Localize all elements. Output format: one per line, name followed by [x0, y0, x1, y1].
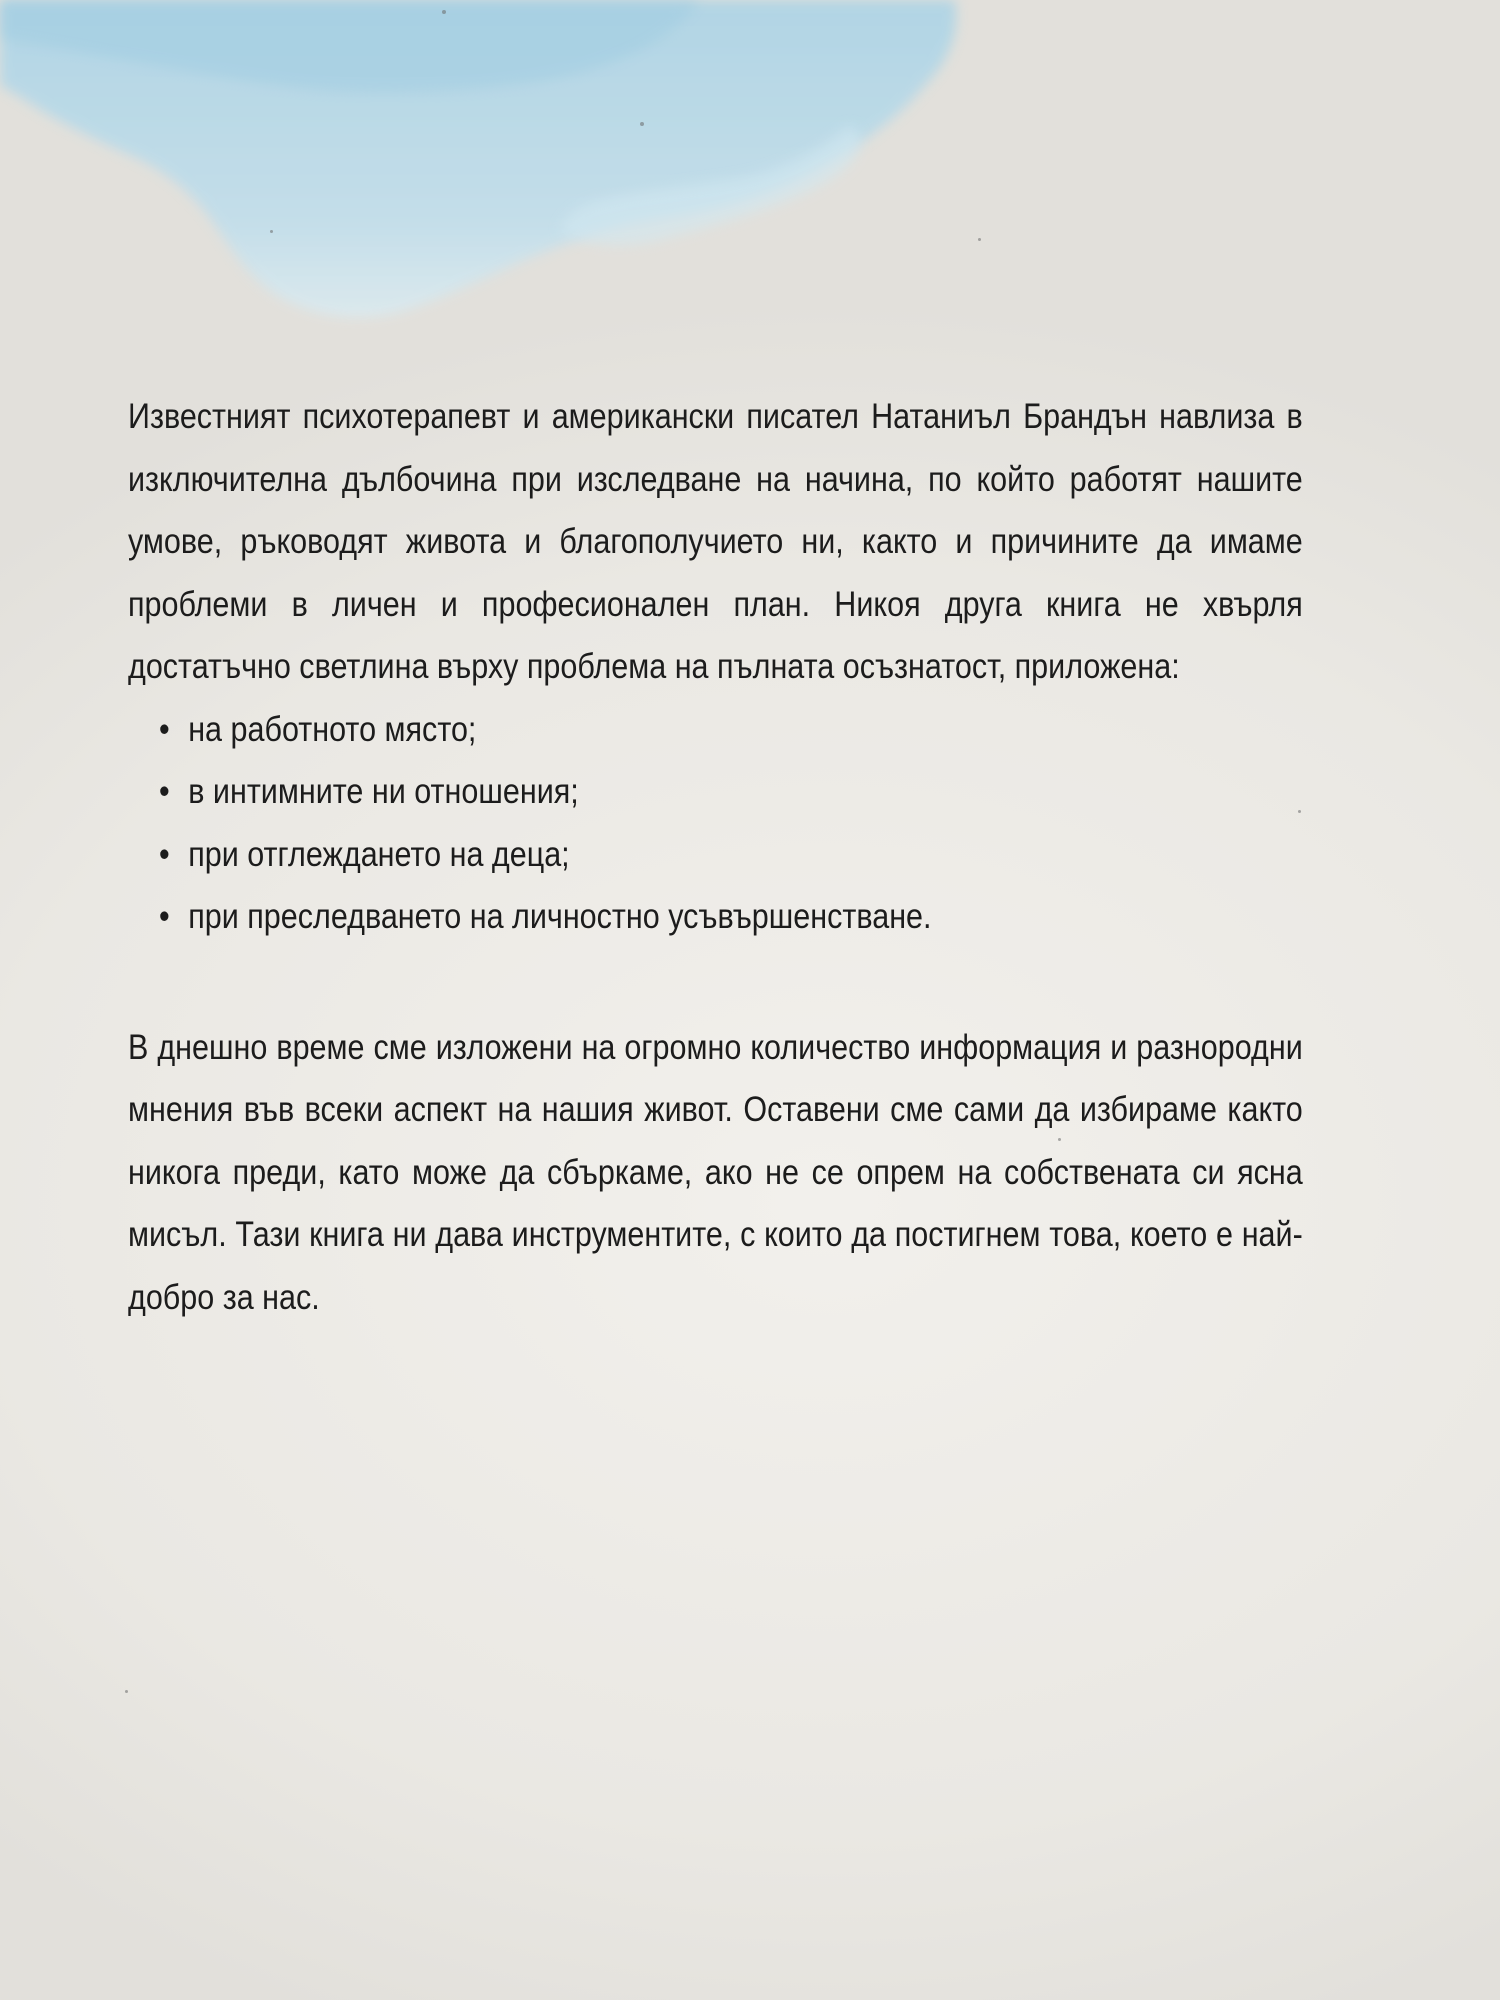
watercolor-sky-illustration: [0, 0, 1500, 340]
print-speck: [978, 238, 981, 241]
bullet-item: • при преследването на личностно усъвършенстване.: [159, 885, 1303, 948]
print-speck: [270, 230, 273, 233]
bullet-item: • на работното място;: [159, 698, 1303, 761]
print-speck: [640, 122, 644, 126]
print-speck: [125, 1690, 128, 1693]
print-speck: [442, 10, 446, 14]
bullet-item: • в интимните ни отношения;: [159, 760, 1303, 823]
intro-paragraph: Известният психотерапевт и американски писател Натаниъл Брандън навлиза в изключителна дълбочина при изследване на начина, по който работят нашите умове, ръководят живота и благополучието ни, както и причините да имаме проблеми в личен и професионален план. Никоя друга книга не хвърля достатъчно светлина върху проблема на пълната осъзнатост, приложена:: [128, 396, 1303, 686]
bullet-item: • при отглеждането на деца;: [159, 823, 1303, 886]
bullet-list: [128, 698, 1303, 948]
closing-paragraph: В днешно време сме изложени на огромно количество информация и разнородни мнения във всеки аспект на нашия живот. Оставени сме сами да избираме както никога преди, като може да сбъркаме, ако не се опрем на собствената си ясна мисъл. Тази книга ни дава инструментите, с които да постигнем това, което е най-добро за нас.: [128, 1026, 1303, 1317]
back-cover-blurb: [128, 385, 1303, 1328]
